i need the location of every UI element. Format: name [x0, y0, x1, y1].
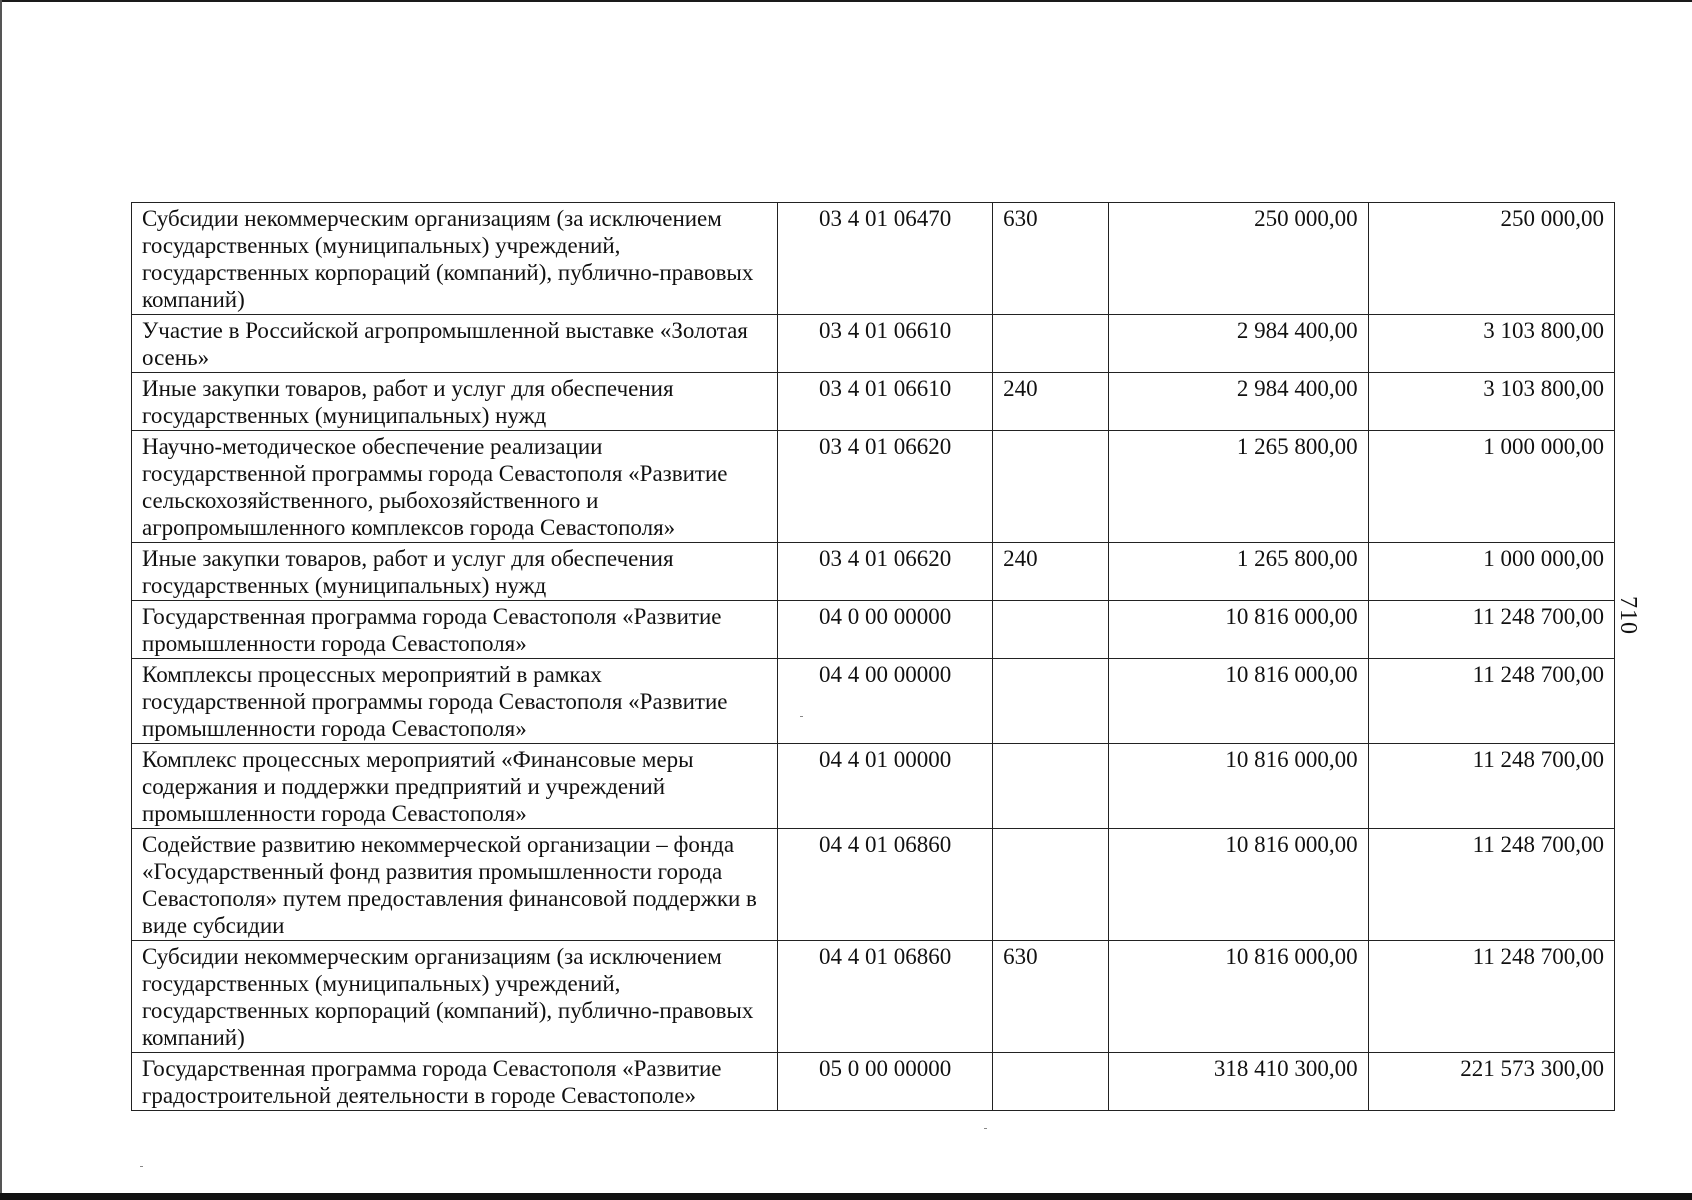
row-expense-type: 630: [993, 203, 1109, 315]
row-amount-year1: 1 265 800,00: [1109, 431, 1368, 543]
row-code: 04 4 01 00000: [778, 744, 993, 829]
row-expense-type: 630: [993, 941, 1109, 1053]
scan-speck: [800, 716, 803, 717]
row-amount-year1: 10 816 000,00: [1109, 659, 1368, 744]
scan-speck: [140, 1166, 143, 1167]
row-amount-year2: 11 248 700,00: [1368, 744, 1614, 829]
scan-edge-bottom: [0, 1193, 1692, 1200]
scan-edge-top: [0, 0, 1692, 2]
row-amount-year2: 3 103 800,00: [1368, 373, 1614, 431]
row-expense-type: [993, 315, 1109, 373]
row-code: 04 4 00 00000: [778, 659, 993, 744]
row-name: Государственная программа города Севастополя «Развитие градостроительной деятельности в городе Севастополе»: [132, 1053, 778, 1111]
table-row: [132, 1053, 1615, 1111]
row-amount-year1: 2 984 400,00: [1109, 315, 1368, 373]
table-row: [132, 203, 1615, 315]
table-row: [132, 543, 1615, 601]
row-name: Комплексы процессных мероприятий в рамках государственной программы города Севастополя «Развитие промышленности города Севастополя»: [132, 659, 778, 744]
row-name: Участие в Российской агропромышленной выставке «Золотая осень»: [132, 315, 778, 373]
row-expense-type: [993, 659, 1109, 744]
row-expense-type: 240: [993, 543, 1109, 601]
row-code: 03 4 01 06470: [778, 203, 993, 315]
table-row: [132, 315, 1615, 373]
row-amount-year1: 2 984 400,00: [1109, 373, 1368, 431]
row-amount-year2: 11 248 700,00: [1368, 601, 1614, 659]
row-code: 03 4 01 06620: [778, 543, 993, 601]
row-amount-year2: 11 248 700,00: [1368, 829, 1614, 941]
row-expense-type: [993, 744, 1109, 829]
row-code: 04 4 01 06860: [778, 829, 993, 941]
row-code: 03 4 01 06620: [778, 431, 993, 543]
table-row: [132, 601, 1615, 659]
table-row: [132, 373, 1615, 431]
row-code: 04 4 01 06860: [778, 941, 993, 1053]
table-row: [132, 829, 1615, 941]
row-code: 04 0 00 00000: [778, 601, 993, 659]
row-amount-year1: 10 816 000,00: [1109, 601, 1368, 659]
table-row: [132, 744, 1615, 829]
row-amount-year1: 10 816 000,00: [1109, 829, 1368, 941]
row-code: 05 0 00 00000: [778, 1053, 993, 1111]
row-code: 03 4 01 06610: [778, 373, 993, 431]
row-amount-year1: 318 410 300,00: [1109, 1053, 1368, 1111]
budget-table: [131, 202, 1615, 1111]
row-amount-year1: 1 265 800,00: [1109, 543, 1368, 601]
row-amount-year2: 1 000 000,00: [1368, 431, 1614, 543]
row-amount-year2: 250 000,00: [1368, 203, 1614, 315]
row-amount-year1: 10 816 000,00: [1109, 941, 1368, 1053]
scan-edge-left: [0, 0, 2, 1200]
table-row: [132, 431, 1615, 543]
row-expense-type: [993, 1053, 1109, 1111]
row-name: Субсидии некоммерческим организациям (за исключением государственных (муниципальных) учреждений, государственных корпораций (компаний), публично-правовых компаний): [132, 203, 778, 315]
row-expense-type: [993, 601, 1109, 659]
row-name: Содействие развитию некоммерческой организации – фонда «Государственный фонд развития промышленности города Севастополя» путем предоставления финансовой поддержки в виде субсидии: [132, 829, 778, 941]
row-expense-type: [993, 431, 1109, 543]
row-amount-year2: 11 248 700,00: [1368, 941, 1614, 1053]
row-amount-year2: 1 000 000,00: [1368, 543, 1614, 601]
row-expense-type: [993, 829, 1109, 941]
page-number: 710: [1615, 596, 1641, 635]
row-amount-year1: 250 000,00: [1109, 203, 1368, 315]
scan-speck: [984, 1128, 987, 1129]
row-amount-year2: 3 103 800,00: [1368, 315, 1614, 373]
row-name: Иные закупки товаров, работ и услуг для обеспечения государственных (муниципальных) нужд: [132, 543, 778, 601]
row-name: Научно-методическое обеспечение реализации государственной программы города Севастополя «Развитие сельскохозяйственного, рыбохозяйственного и агропромышленного комплексов города Севастополя»: [132, 431, 778, 543]
row-name: Государственная программа города Севастополя «Развитие промышленности города Севастополя»: [132, 601, 778, 659]
table-row: [132, 941, 1615, 1053]
row-amount-year2: 11 248 700,00: [1368, 659, 1614, 744]
row-code: 03 4 01 06610: [778, 315, 993, 373]
row-amount-year1: 10 816 000,00: [1109, 744, 1368, 829]
row-name: Иные закупки товаров, работ и услуг для обеспечения государственных (муниципальных) нужд: [132, 373, 778, 431]
table-row: [132, 659, 1615, 744]
row-name: Субсидии некоммерческим организациям (за исключением государственных (муниципальных) учреждений, государственных корпораций (компаний), публично-правовых компаний): [132, 941, 778, 1053]
row-amount-year2: 221 573 300,00: [1368, 1053, 1614, 1111]
row-expense-type: 240: [993, 373, 1109, 431]
row-name: Комплекс процессных мероприятий «Финансовые меры содержания и поддержки предприятий и учреждений промышленности города Севастополя»: [132, 744, 778, 829]
